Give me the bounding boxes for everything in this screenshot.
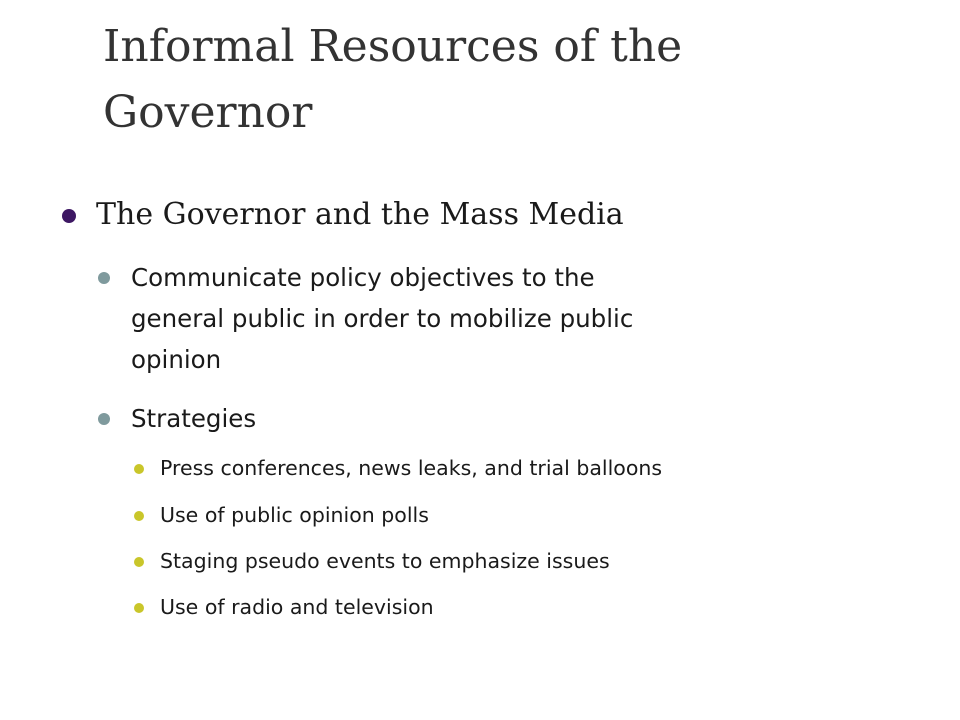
bullet-dot-icon — [134, 511, 144, 521]
bullet-text: Use of radio and television — [160, 595, 434, 619]
bullet-dot-icon — [134, 603, 144, 613]
slide-title-line-2: Governor — [103, 87, 313, 138]
bullet-dot-icon — [62, 209, 76, 223]
slide-title-line-1: Informal Resources of the — [103, 21, 683, 72]
bullet-text: Press conferences, news leaks, and trial balloons — [160, 456, 663, 480]
bullet-level3-opinion-polls — [160, 500, 429, 530]
bullet-text: Use of public opinion polls — [160, 503, 429, 527]
bullet-text-line-1: Communicate policy objectives to the — [131, 263, 595, 292]
bullet-level2-strategies — [131, 398, 256, 439]
bullet-text: Staging pseudo events to emphasize issues — [160, 549, 610, 573]
bullet-dot-icon — [98, 413, 110, 425]
bullet-text-line-3: opinion — [131, 345, 222, 374]
bullet-level3-press-conferences — [160, 453, 662, 483]
bullet-dot-icon — [98, 272, 110, 284]
bullet-level3-pseudo-events — [160, 546, 610, 576]
bullet-text: Strategies — [131, 404, 257, 433]
bullet-dot-icon — [134, 464, 144, 474]
bullet-text-line-2: general public in order to mobilize public — [131, 304, 634, 333]
bullet-level2-communicate — [131, 257, 633, 380]
bullet-level3-radio-television — [160, 592, 434, 622]
bullet-level1-mass-media — [96, 193, 624, 237]
bullet-text: The Governor and the Mass Media — [96, 197, 624, 232]
bullet-dot-icon — [134, 557, 144, 567]
